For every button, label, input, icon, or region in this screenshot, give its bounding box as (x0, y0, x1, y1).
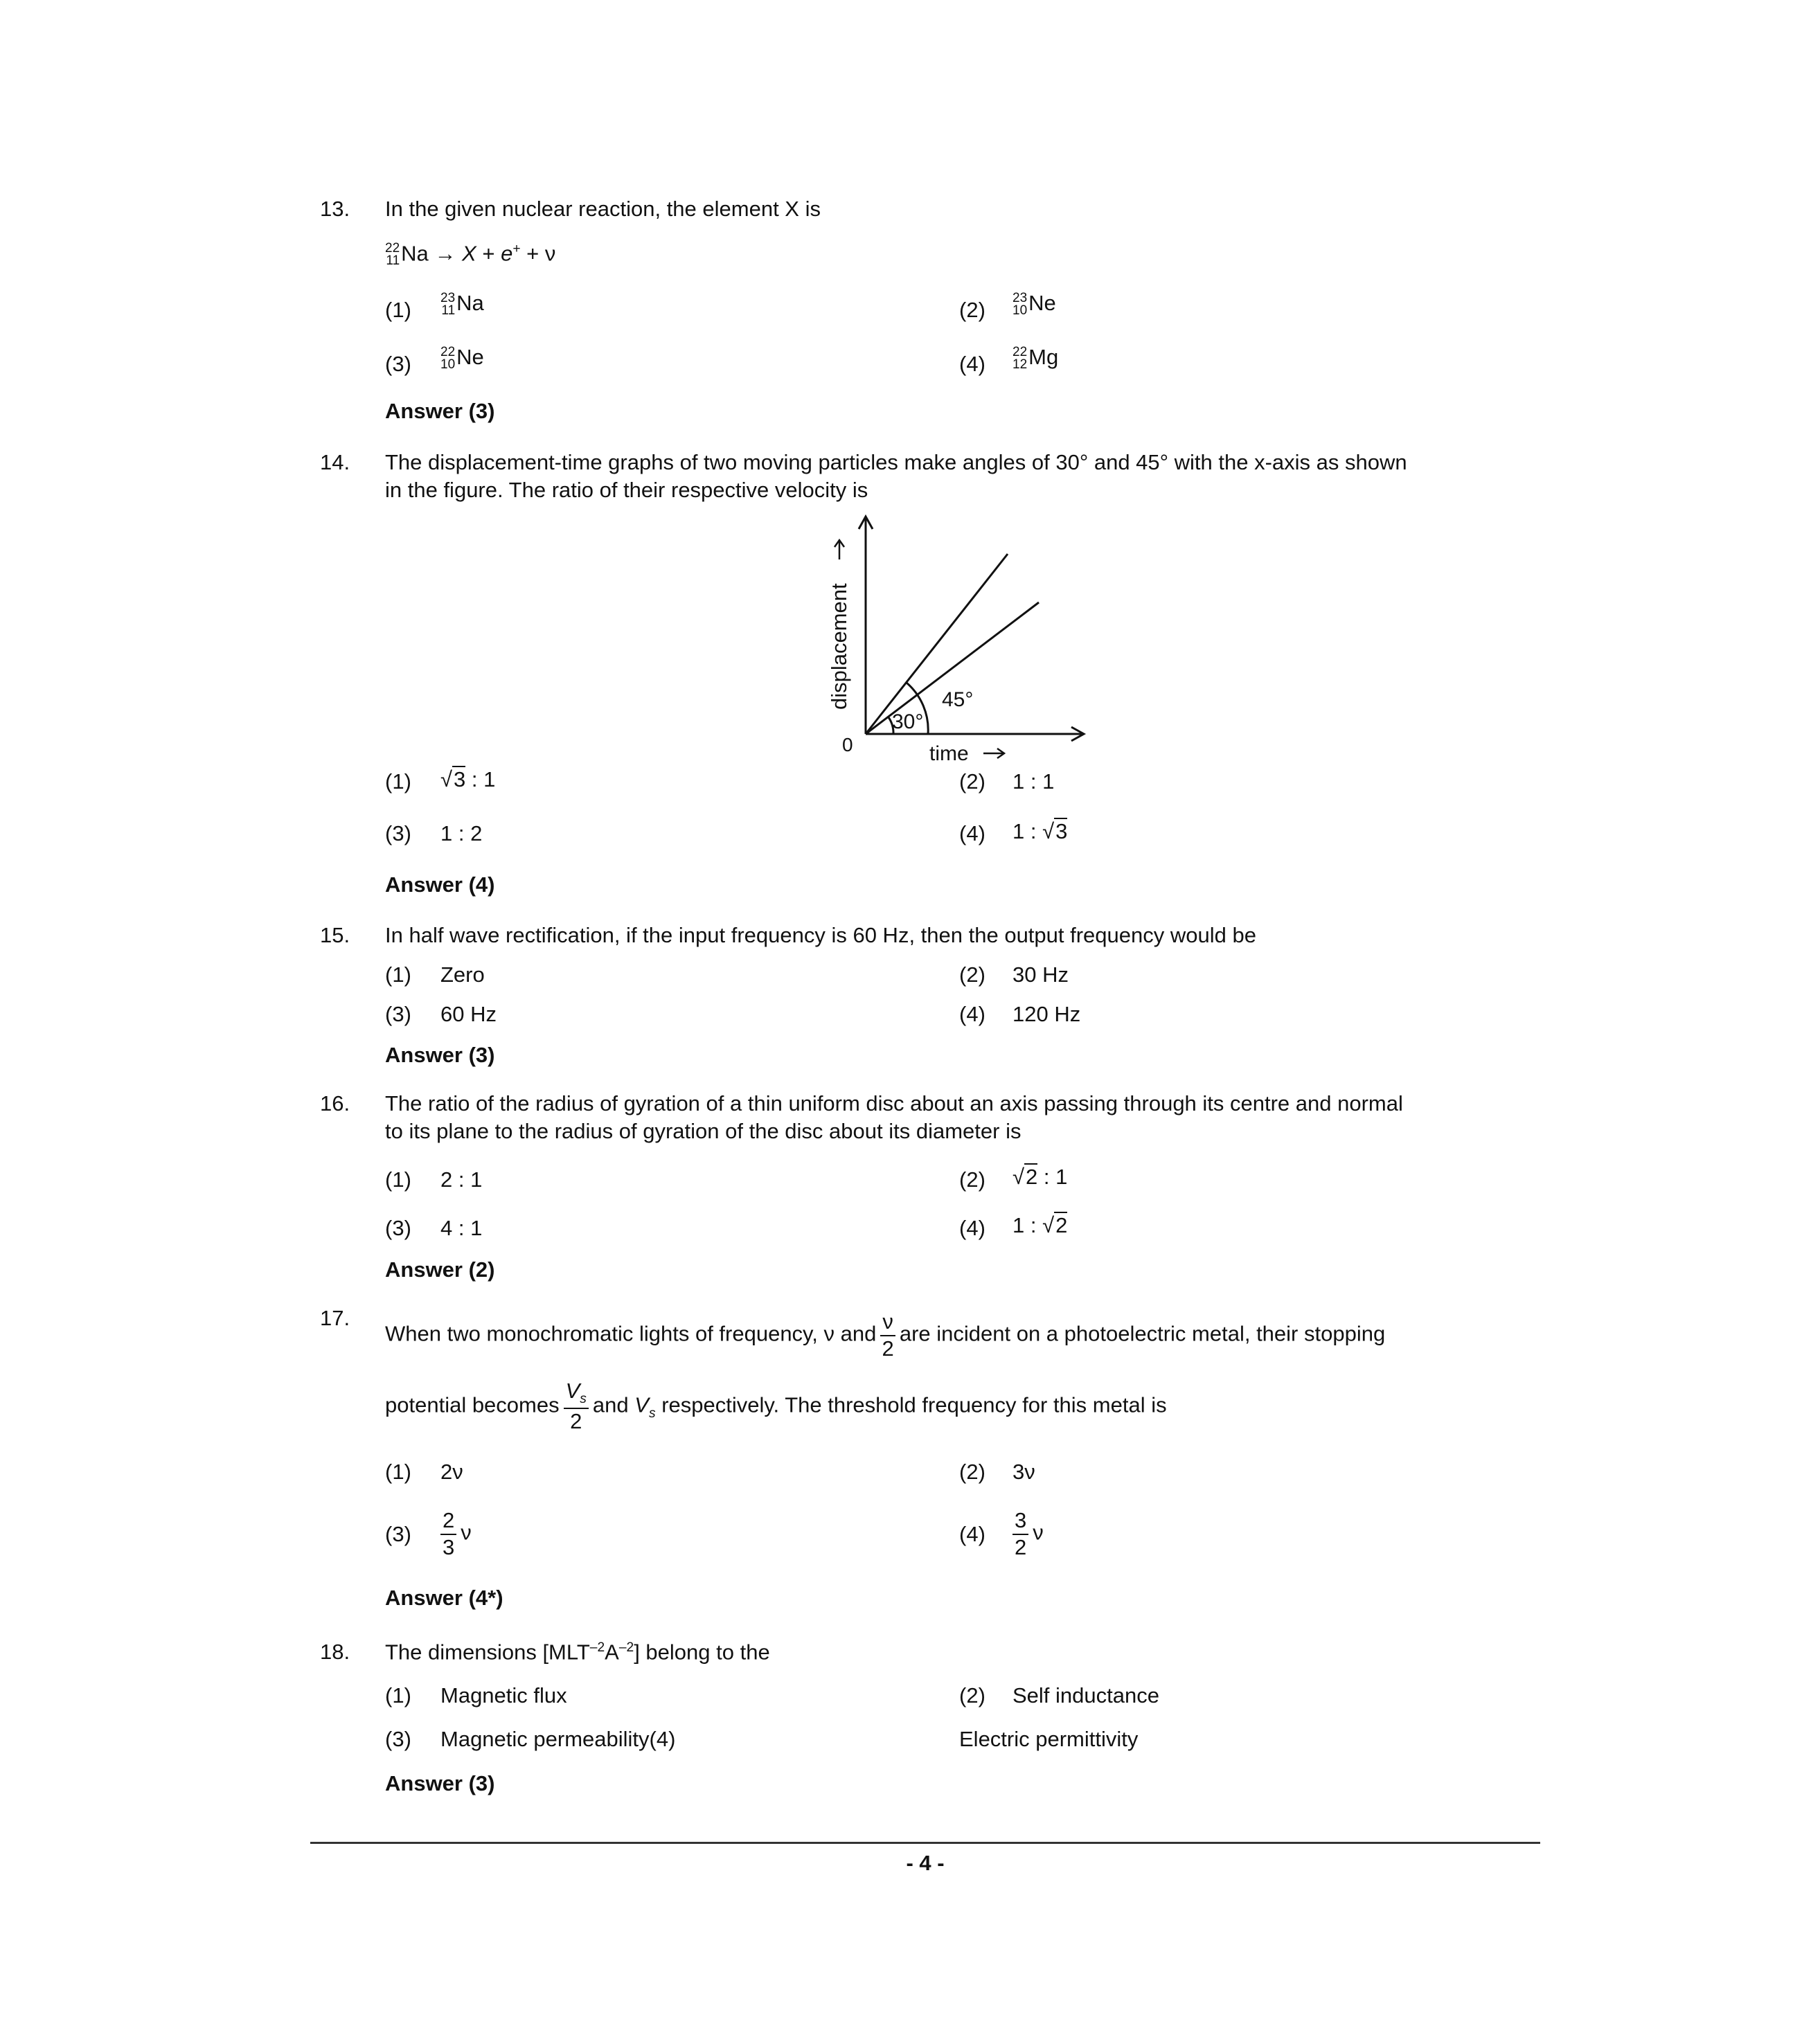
q16-stem-line2: to its plane to the radius of gyration of the disc about its diameter is (385, 1119, 1022, 1143)
q14-option-2: 1 : 1 (1012, 769, 1055, 794)
q17-line2: potential becomes $\frac{V_s}{2}$ and $V_s$ respectively. The threshold frequency for this metal is (385, 1379, 1167, 1434)
q16-option-1: 2 : 1 (440, 1167, 483, 1192)
q17-option-3: $\frac{2}{3}$ ν (440, 1509, 472, 1559)
q14-answer: Answer (4) (385, 872, 495, 897)
q17-number: 17. (320, 1306, 350, 1330)
q13-answer: Answer (3) (385, 399, 495, 423)
q14-option-3-label: (3) (385, 821, 411, 845)
q18-option-1: Magnetic flux (440, 1683, 567, 1707)
q13-option-1-label: (1) (385, 298, 411, 322)
q17-option-3-label: (3) (385, 1522, 411, 1546)
q13-option-3: 22 10 Ne (440, 345, 484, 373)
q16-answer: Answer (2) (385, 1257, 495, 1282)
q18-stem: The dimensions $[MLT^{-2}A^{-2}]$ belong to the (385, 1640, 770, 1665)
q16-option-2-label: (2) (959, 1167, 985, 1192)
q15-number: 15. (320, 923, 350, 947)
q18-option-3-label: (3) (385, 1727, 411, 1751)
q14-option-4-label: (4) (959, 821, 985, 845)
q15-option-1: Zero (440, 962, 485, 987)
page-number: - 4 - (906, 1851, 945, 1875)
q16-option-4: 1 : √2 (1012, 1213, 1068, 1237)
q13-number: 13. (320, 197, 350, 221)
q16-option-1-label: (1) (385, 1167, 411, 1192)
q14-number: 14. (320, 450, 350, 474)
angle-label-30: 30° (892, 710, 924, 733)
q18-option-1-label: (1) (385, 1683, 411, 1707)
q16-option-2: √2 : 1 (1012, 1165, 1068, 1189)
x-label-arrow-icon (983, 748, 1004, 758)
q14-stem-line1: The displacement-time graphs of two moving particles make angles of 30° and 45° with the x-axis as shown (385, 450, 1407, 474)
q16-option-3-label: (3) (385, 1216, 411, 1240)
q14-option-1: √3 : 1 (440, 767, 496, 791)
q13-option-2: 23 10 Ne (1012, 291, 1056, 319)
q14-option-1-label: (1) (385, 769, 411, 794)
q15-option-4: 120 Hz (1012, 1002, 1081, 1026)
q14-option-2-label: (2) (959, 769, 985, 794)
q17-option-4-label: (4) (959, 1522, 985, 1546)
q15-option-2-label: (2) (959, 962, 985, 987)
q18-answer: Answer (3) (385, 1771, 495, 1795)
q15-answer: Answer (3) (385, 1043, 495, 1067)
q18-option-2-label: (2) (959, 1683, 985, 1707)
q17-option-2-label: (2) (959, 1460, 985, 1484)
y-label-arrow-icon (835, 540, 844, 559)
q17-option-1-label: (1) (385, 1460, 411, 1484)
q13-option-2-label: (2) (959, 298, 985, 322)
q17-answer: Answer (4*) (385, 1586, 503, 1610)
q13-equation: 22 11 Na → X + e+ + ν (385, 241, 556, 269)
q15-stem: In half wave rectification, if the input frequency is 60 Hz, then the output frequency would be (385, 923, 1256, 947)
q13-option-4: 22 12 Mg (1012, 345, 1059, 373)
q18-option-3: Magnetic permeability(4) (440, 1727, 676, 1751)
q14-displacement-time-graph (817, 512, 1094, 769)
q13-option-3-label: (3) (385, 352, 411, 376)
x-axis-label: time (929, 742, 969, 765)
q18-option-4: Electric permittivity (959, 1727, 1139, 1751)
q16-option-4-label: (4) (959, 1216, 985, 1240)
q15-option-2: 30 Hz (1012, 962, 1069, 987)
y-axis-label: displacement (827, 583, 851, 710)
line-45-degree (866, 554, 1008, 734)
q13-option-4-label: (4) (959, 352, 985, 376)
footer-rule (310, 1842, 1540, 1844)
q15-option-3: 60 Hz (440, 1002, 497, 1026)
q13-stem: In the given nuclear reaction, the element X is (385, 197, 821, 221)
q14-option-4: 1 : √3 (1012, 819, 1068, 843)
q15-option-3-label: (3) (385, 1002, 411, 1026)
q14-stem-line2: in the figure. The ratio of their respective velocity is (385, 478, 868, 502)
q17-option-4: $\frac{3}{2}$ ν (1012, 1509, 1044, 1559)
q14-option-3: 1 : 2 (440, 821, 483, 845)
q13-option-1: 23 11 Na (440, 291, 484, 319)
q18-number: 18. (320, 1640, 350, 1664)
q17-line1: When two monochromatic lights of frequency, ν and $\frac{\nu}{2}$ are incident on a photoelectric metal, their stopping (385, 1309, 1386, 1361)
q17-option-1: 2ν (440, 1460, 463, 1484)
q16-option-3: 4 : 1 (440, 1216, 483, 1240)
q16-stem-line1: The ratio of the radius of gyration of a thin uniform disc about an axis passing through its centre and normal (385, 1091, 1403, 1115)
q15-option-1-label: (1) (385, 962, 411, 987)
q18-option-2: Self inductance (1012, 1683, 1159, 1707)
q15-option-4-label: (4) (959, 1002, 985, 1026)
q16-number: 16. (320, 1091, 350, 1115)
origin-label: 0 (842, 734, 853, 755)
q17-option-2: 3ν (1012, 1460, 1035, 1484)
angle-label-45: 45° (942, 688, 974, 711)
